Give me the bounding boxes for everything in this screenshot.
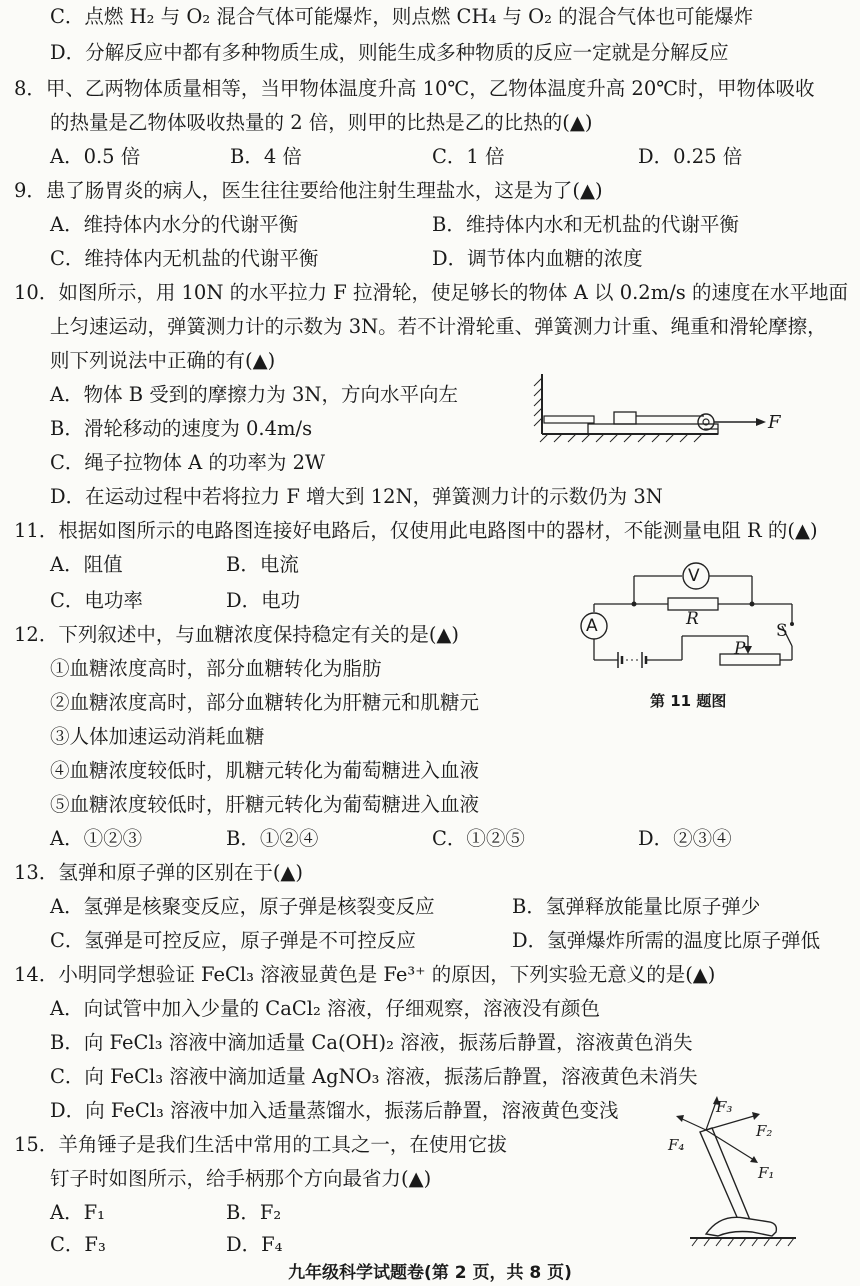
q11-option-d: D．电功 <box>226 589 301 612</box>
q12-option-d: D．②③④ <box>638 827 732 850</box>
q15-option-c: C．F₃ <box>50 1233 106 1256</box>
q8-option-d: D．0.25 倍 <box>638 145 743 168</box>
q15-option-a: A．F₁ <box>50 1201 105 1224</box>
q9-option-d: D．调节体内血糖的浓度 <box>432 247 643 270</box>
q11-option-b: B．电流 <box>226 553 299 576</box>
q8-stem-line2: 的热量是乙物体吸收热量的 2 倍，则甲的比热是乙的比热的(▲) <box>50 111 593 134</box>
q8-stem-line1: 8．甲、乙两物体质量相等，当甲物体温度升高 10℃，乙物体温度升高 20℃时，甲物体吸收 <box>14 77 815 100</box>
q10-label-f: F <box>768 412 781 433</box>
q14-option-b: B．向 FeCl₃ 溶液中滴加适量 Ca(OH)₂ 溶液，振荡后静置，溶液黄色消失 <box>50 1031 693 1054</box>
q11-label-s: S <box>776 621 788 641</box>
q15-label-f1: F₁ <box>758 1164 775 1182</box>
page-footer: 九年级科学试题卷(第 2 页，共 8 页) <box>288 1263 572 1283</box>
q12-statement-3: ③人体加速运动消耗血糖 <box>50 725 265 748</box>
q14-option-a: A．向试管中加入少量的 CaCl₂ 溶液，仔细观察，溶液没有颜色 <box>50 997 600 1020</box>
q13-option-d: D．氢弹爆炸所需的温度比原子弹低 <box>512 929 821 952</box>
q10-option-c: C．绳子拉物体 A 的功率为 2W <box>50 451 326 474</box>
q10-option-d: D．在运动过程中若将拉力 F 增大到 12N，弹簧测力计的示数仍为 3N <box>50 485 663 508</box>
q15-label-f3: F₃ <box>716 1098 733 1116</box>
q11-label-r: R <box>686 609 699 629</box>
q12-statement-1: ①血糖浓度高时，部分血糖转化为脂肪 <box>50 657 382 680</box>
force-f3 <box>706 1102 716 1130</box>
q11-option-a: A．阻值 <box>50 553 123 576</box>
q12-option-c: C．①②⑤ <box>432 827 525 850</box>
object-b <box>614 412 636 424</box>
q14-option-d: D．向 FeCl₃ 溶液中加入适量蒸馏水，振荡后静置，溶液黄色变浅 <box>50 1099 619 1122</box>
q9-option-b: B．维持体内水和无机盐的代谢平衡 <box>432 213 739 236</box>
q13-stem: 13．氢弹和原子弹的区别在于(▲) <box>14 861 304 884</box>
q13-option-a: A．氢弹是核聚变反应，原子弹是核裂变反应 <box>50 895 435 918</box>
q15-label-f2: F₂ <box>756 1122 773 1140</box>
q15-label-f4: F₄ <box>668 1136 685 1154</box>
q12-statement-4: ④血糖浓度较低时，肌糖元转化为葡萄糖进入血液 <box>50 759 480 782</box>
q13-option-b: B．氢弹释放能量比原子弹少 <box>512 895 761 918</box>
q8-option-c: C．1 倍 <box>432 145 505 168</box>
q12-option-a: A．①②③ <box>50 827 143 850</box>
q10-stem-line1: 10．如图所示，用 10N 的水平拉力 F 拉滑轮，使足够长的物体 A 以 0.2m/s 的速度在水平地面 <box>14 281 848 304</box>
q12-statement-5: ⑤血糖浓度较低时，肝糖元转化为葡萄糖进入血液 <box>50 793 480 816</box>
q15-stem-line1: 15．羊角锤子是我们生活中常用的工具之一，在使用它拔 <box>14 1133 507 1156</box>
q14-stem: 14．小明同学想验证 FeCl₃ 溶液显黄色是 Fe³⁺ 的原因，下列实验无意义的是(▲) <box>14 963 716 986</box>
q9-option-a: A．维持体内水分的代谢平衡 <box>50 213 299 236</box>
force-f4 <box>680 1118 706 1130</box>
q8-option-a: A．0.5 倍 <box>50 145 141 168</box>
ammeter-label: A <box>586 616 598 636</box>
q9-stem: 9．患了肠胃炎的病人，医生往往要给他注射生理盐水，这是为了(▲) <box>14 179 603 202</box>
pulley <box>698 414 714 430</box>
q10-option-a: A．物体 B 受到的摩擦力为 3N，方向水平向左 <box>50 383 458 406</box>
q11-figure-caption: 第 11 题图 <box>650 692 727 710</box>
q12-statement-2: ②血糖浓度高时，部分血糖转化为肝糖元和肌糖元 <box>50 691 480 714</box>
hammer-head <box>706 1217 776 1236</box>
q11-label-p: P <box>734 639 746 659</box>
q11-option-c: C．电功率 <box>50 589 143 612</box>
q10-stem-line2: 上匀速运动，弹簧测力计的示数为 3N。若不计滑轮重、弹簧测力计重、绳重和滑轮摩擦， <box>50 315 827 338</box>
q11-stem: 11．根据如图所示的电路图连接好电路后，仅使用此电路图中的器材，不能测量电阻 R 的(▲) <box>14 519 818 542</box>
q7-option-c: C．点燃 H₂ 与 O₂ 混合气体可能爆炸，则点燃 CH₄ 与 O₂ 的混合气体也可能爆炸 <box>50 5 754 28</box>
q15-option-b: B．F₂ <box>226 1201 282 1224</box>
q12-option-b: B．①②④ <box>226 827 319 850</box>
q10-stem-line3: 则下列说法中正确的有(▲) <box>50 349 276 372</box>
q15-option-d: D．F₄ <box>226 1233 283 1256</box>
q8-option-b: B．4 倍 <box>230 145 302 168</box>
q7-option-d: D．分解反应中都有多种物质生成，则能生成多种物质的反应一定就是分解反应 <box>50 41 729 64</box>
q12-stem: 12．下列叙述中，与血糖浓度保持稳定有关的是(▲) <box>14 623 460 646</box>
q9-option-c: C．维持体内无机盐的代谢平衡 <box>50 247 319 270</box>
spring-scale <box>544 416 594 423</box>
q15-stem-line2: 钉子时如图所示，给手柄那个方向最省力(▲) <box>50 1167 432 1190</box>
voltmeter-label: V <box>688 566 700 586</box>
q10-pulley-figure <box>528 368 788 448</box>
q10-option-b: B．滑轮移动的速度为 0.4m/s <box>50 417 313 440</box>
q14-option-c: C．向 FeCl₃ 溶液中滴加适量 AgNO₃ 溶液，振荡后静置，溶液黄色未消失 <box>50 1065 698 1088</box>
rheostat <box>720 654 780 665</box>
q13-option-c: C．氢弹是可控反应，原子弹是不可控反应 <box>50 929 416 952</box>
